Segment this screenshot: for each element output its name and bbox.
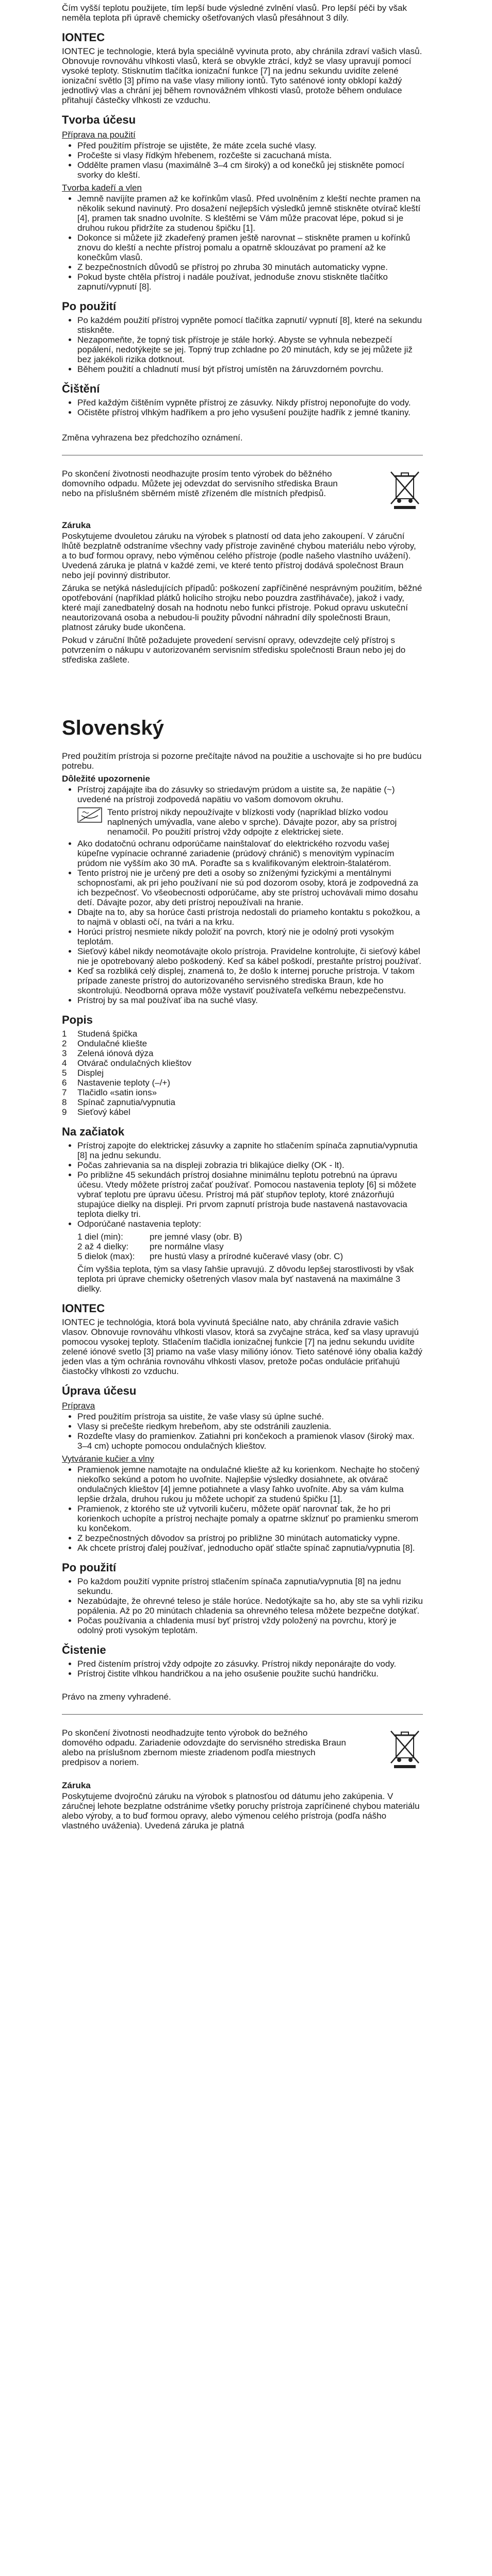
- cz-disposal-block: [62, 469, 423, 510]
- list-item: • Odporúčané nastavenia teploty:: [77, 1219, 423, 1229]
- list-item: • Oddělte pramen vlasu (maximálně 3–4 cm široký) a od konečků jej stiskněte pomocí svorky do kleští.: [77, 160, 423, 180]
- cz-kadere-list: [62, 194, 423, 292]
- sk-uprava-heading: Úprava účesu: [62, 1384, 137, 1397]
- list-item: • Počas zahrievania sa na displeji zobrazia tri blikajúce dielky (OK - lt).: [77, 1160, 423, 1170]
- sk-iontec-text: IONTEC je technológia, ktorá bola vyvinutá špeciálne nato, aby chránila zdravie vašich vlasov. Obnovuje rovnováhu vlhkosti vlasov, ktorá sa zvyčajne stráca, keď sa vlasy upravujú pomocou vysokej teploty. Stlačením tlačidla ionizačnej funkcie [7] na jednu sekundu uvidíte zelené iónové svetlo [3] priamo na vaše vlasy milióny iónov. Tieto saténové ióny obalia každý jeden vlas a tým ochránia rovnováhu vlhkosti vlasov, pretože počas ondulácie priťahujú čiastočky vlhkosti zo vzduchu.: [62, 1317, 422, 1376]
- list-item: • Prístroj čistite vlhkou handričkou a na jeho osušenie použite suchú handričku.: [77, 1669, 423, 1679]
- paragraph-temperature-note: Čím vyšší teplotu použijete, tím lepší bude výsledné zvlnění vlasů. Pro lepší péči by však neměla teplota při úpravě chemicky ošetřovaných vlasů přesáhnout 3 díly.: [62, 3, 407, 23]
- list-item: • Ak chcete prístroj ďalej používať, jednoducho opäť stlačte spínač zapnutia/vypnutia [8].: [77, 1543, 423, 1553]
- sk-po-list: [62, 1577, 423, 1635]
- list-item: • Dbajte na to, aby sa horúce časti prístroja nedostali do priameho kontaktu s pokožkou, a to najmä v oblasti očí, na tvári a na krku.: [77, 907, 423, 927]
- sk-disposal-text: Po skončení životnosti neodhadzujte tento výrobok do bežného domového odpadu. Zariadenie odovzdajte do servisného strediska Braun alebo na príslušnom zbernom mieste zriadenom podľa miestnych predpisov a noriem.: [62, 1728, 346, 1767]
- list-item: • Pokud byste chtěla přístroj i nadále používat, jednoduše znovu stiskněte tlačítko zapnutí/vypnutí [8].: [77, 272, 423, 292]
- sk-disposal-block: [62, 1728, 423, 1770]
- sk-teploty-note: Čím vyššia teplota, tým sa vlasy ľahšie upravujú. Z dôvodu lepšej starostlivosti by však teplota pri úprave chemicky ošetrených vlasov mala byť nastavená na maximálne 3 dielky.: [77, 1264, 414, 1294]
- list-item: 2 Ondulačné kliešte: [62, 1039, 147, 1048]
- sk-pravo-note: Právo na zmeny vyhradené.: [62, 1692, 171, 1702]
- cz-kadere-label: Tvorba kadeří a vlen: [62, 183, 142, 193]
- sk-dolezite-label: Dôležité upozornenie: [62, 774, 150, 784]
- cz-zmena-note: Změna vyhrazena bez předchozího oznámení.: [62, 433, 243, 443]
- cz-po-heading: Po použití: [62, 300, 117, 313]
- list-item: • Z bezpečnostných dôvodov sa prístroj po približne 30 minútach automaticky vypne.: [77, 1533, 423, 1543]
- sk-title: Slovenský: [62, 717, 164, 739]
- list-item: • Pramienok jemne namotajte na ondulačné kliešte až ku korienkom. Nechajte ho stočený niekoľko sekúnd a potom ho uvoľnite. Najlepšie výsledky dosiahnete, ak otvárač ondulačných klieštov [4] jemne potiahnete a vlasy ľahko uvoľníte. Aby sa vám kulma lepšie držala, druhou rukou ju môžete uchopiť za studenú špičku [1].: [77, 1465, 423, 1504]
- list-item: 9 Sieťový kábel: [62, 1107, 130, 1117]
- sk-popis-heading: Popis: [62, 1013, 93, 1026]
- list-item: • Po každom použití vypnite prístroj stlačením spínača zapnutia/vypnutia [8] na jednu sekundu.: [77, 1577, 423, 1596]
- table-row: 2 až 4 dielky: pre normálne vlasy: [77, 1242, 224, 1251]
- sk-priprava-list: [62, 1412, 423, 1451]
- list-item: • Po každém použití přístroj vypněte pomocí tlačítka zapnutí/ vypnutí [8], které na sekundu stiskněte.: [77, 315, 423, 335]
- sk-intro: Pred použitím prístroja si pozorne prečítajte návod na použitie a uschovajte si ho pre budúcu potrebu.: [62, 751, 422, 771]
- cz-cisteni-list: [62, 398, 423, 417]
- cz-zaruka-text-3: Pokud v záruční lhůtě požadujete provedení servisní opravy, odevzdejte celý přístroj s potvrzením o nákupu v autorizovaném servisním středisku společnosti Braun nebo jej do střediska zašlete.: [62, 635, 406, 665]
- list-item: • Nezabúdajte, že ohrevné teleso je stále horúce. Nedotýkajte sa ho, aby ste sa vyhli riziku popálenia. Až po 20 minútach chladenia sa ohrevného telesa môžete bezpečne dotýkať.: [77, 1596, 423, 1616]
- list-item: • Ako dodatočnú ochranu odporúčame nainštalovať do elektrického rozvodu vašej kúpeľne vypínacie ochranné zariadenie (prúdový chránič) s menovitým vypínacím prúdom nie vyšším ako 30 mA. Poraďte sa s kvalifikovaným elektroin-štalatérom.: [77, 839, 423, 868]
- list-item: • Prístroj zapojte do elektrickej zásuvky a zapnite ho stlačením spínača zapnutia/vypnutia [8] na jednu sekundu.: [77, 1141, 423, 1160]
- cz-zaruka-text: Poskytujeme dvouletou záruku na výrobek s platností od data jeho zakoupení. V záruční lhůtě bezplatně odstraníme všechny vady přístroje zaviněné chybou materiálu nebo výroby, a to buď formou opravy, nebo výměnou celého přístroje (podle našeho vlastního uvážení). Uvedená záruka je platná v každé zemi, ve které tento přístroj dodává společnost Braun nebo její povinný distributor.: [62, 531, 416, 580]
- cz-iontec-heading: IONTEC: [62, 31, 105, 44]
- sk-warning-text: Tento prístroj nikdy nepoužívajte v blízkosti vody (napríklad blízko vodou naplnených umývadla, vane alebo v sprche). Dávajte pozor, aby sa prístroj nenamočil. Po použití prístroj vždy odpojte z elektrickej siete.: [107, 807, 397, 837]
- list-item: 1 Studená špička: [62, 1029, 138, 1039]
- cz-cisteni-heading: Čištění: [62, 382, 100, 395]
- cz-iontec-text: IONTEC je technologie, která byla speciálně vyvinuta proto, aby chránila zdraví vašich vlasů. Obnovuje rovnováhu vlhkosti vlasů, která se obvykle ztrácí, když se vlasy upravují pomocí vysoké teploty. Stisknutím tlačítka ionizační funkce [7] na jednu sekundu uvidíte zelené ionizační světlo [3] přímo na vaše vlasy miliony iontů. Tyto saténové ionty obklopí každý jednotlivý vlas a chrání jej během rovnovážném vlhkosti vlasů, protože během ondulace přitahují částečky vlhkosti ze vzduchu.: [62, 46, 422, 105]
- list-item: • Pred použitím prístroja sa uistite, že vaše vlasy sú úplne suché.: [77, 1412, 423, 1421]
- list-item: • Prístroj zapájajte iba do zásuvky so striedavým prúdom a uistite sa, že napätie (~) uvedené na prístroji zodpovedá napätiu vo vašom domovom okruhu.: [77, 785, 423, 804]
- sk-dolezite-list: [62, 785, 423, 804]
- sk-teploty-table: [77, 1232, 423, 1261]
- list-item: • Během použití a chladnutí musí být přístroj umístěn na žáruvzdorném povrchu.: [77, 364, 423, 374]
- list-item: • Rozdeľte vlasy do pramienkov. Zatiahni pri končekoch a pramienok vlasov (široký max. 3–4 cm) uchopte pomocou ondulačných klieštov.: [77, 1431, 423, 1451]
- list-item: • Před každým čištěním vypněte přístroj ze zásuvky. Nikdy přístroj neponořujte do vody.: [77, 398, 423, 408]
- crossed-out-wheelie-bin-icon: [387, 1728, 423, 1769]
- sk-kadere-list: [62, 1465, 423, 1553]
- list-item: • Jemně navíjíte pramen až ke kořínkům vlasů. Před uvolněním z kleští nechte pramen na několik sekund navinutý. Pro dosažení nejlepších výsledků jemně stiskněte otvírač kleští [4], pramen tak snadno uvolníte. S kleštěmi se Vám může pracovat lépe, pokud si je druhou rukou přidržíte za studenou špičku [1].: [77, 194, 423, 233]
- sk-zaruka-heading: Záruka: [62, 1781, 91, 1790]
- list-item: • Sieťový kábel nikdy neomotávajte okolo prístroja. Pravidelne kontrolujte, či sieťový kábel nie je opotrebovaný alebo poškodený. Keď sa kábel poškodí, prestaňte prístroj používať.: [77, 946, 423, 966]
- list-item: • Tento prístroj nie je určený pre deti a osoby so zníženými fyzickými a mentálnymi schopnosťami, ak pri jeho používaní nie sú pod dozorom osoby, ktorá je zodpovedná za ich bezpečnosť. Vo všeobecnosti odporúčame, aby ste prístroj uchovávali mimo dosahu detí. Dávajte pozor, aby deti prístroj nepoužívali na hranie.: [77, 868, 423, 907]
- list-item: 8 Spínač zapnutia/vypnutia: [62, 1097, 175, 1107]
- sk-zaciatok-list: [62, 1141, 423, 1229]
- sk-po-heading: Po použití: [62, 1561, 117, 1574]
- sk-kadere-label: Vytváranie kučier a vlny: [62, 1454, 154, 1464]
- list-item: • Pred čistením prístroj vždy odpojte zo zásuvky. Prístroj nikdy neponárajte do vody.: [77, 1659, 423, 1669]
- sk-cistenie-list: [62, 1659, 423, 1679]
- sk-zaciatok-heading: Na začiatok: [62, 1125, 125, 1138]
- cz-zaruka-text-2: Záruka se netýká následujících případů: poškození zapříčiněné nesprávným použitím, běžné opotřebování (například plátků holicího strojku nebo pouzdra zastřihávače), jakož i vady, které mají zanedbatelný dosah na hodnotu nebo funkci přístroje. Pokud opravu uskuteční neautorizovaná osoba a nebudou-li použity původní náhradní díly společnosti Braun, platnost záruky bude ukončena.: [62, 583, 422, 632]
- sk-priprava-label: Príprava: [62, 1401, 95, 1411]
- table-row: 1 diel (min): pre jemné vlasy (obr. B): [77, 1232, 242, 1242]
- cz-priprava-list: [62, 141, 423, 180]
- sk-iontec-heading: IONTEC: [62, 1302, 105, 1315]
- list-item: 3 Zelená iónová dýza: [62, 1048, 154, 1058]
- divider: [62, 1714, 423, 1715]
- list-item: • Pramienok, z ktorého ste už vytvorili kučeru, môžete opäť narovnať tak, že ho pri korienkoch uchopíte a prístroj nechajte pomaly a opatrne skĺznuť po pramienku smerom ku končekom.: [77, 1504, 423, 1533]
- sk-zaruka-text: Poskytujeme dvojročnú záruku na výrobok s platnosťou od dátumu jeho zakúpenia. V záručnej lehote bezplatne odstránime všetky poruchy prístroja zapríčinené chybou materiálu alebo výroby, a to buď formou opravy, alebo výmenou celého prístroja (podľa nášho vlastného uváženia). Uvedená záruka je platná: [62, 1791, 420, 1831]
- sk-popis-list: [62, 1029, 423, 1117]
- cz-disposal-text: Po skončení životnosti neodhazujte prosím tento výrobek do běžného domovního odpadu. Můžete jej odevzdat do servisního střediska Braun nebo na příslušném sběrném místě zřízeném dle místních předpisů.: [62, 469, 338, 498]
- list-item: 5 Displej: [62, 1068, 104, 1078]
- list-item: • Dokonce si můžete již zkadeřený pramen ještě narovnat – stiskněte pramen u kořínků znovu do kleští a nechte přístroj pomalu a opatrně sklouzávat po pramení až ke konečkům vlasů.: [77, 233, 423, 262]
- list-item: • Prístroj by sa mal používať iba na suché vlasy.: [77, 995, 423, 1005]
- list-item: • Z bezpečnostních důvodů se přístroj po zhruba 30 minutách automaticky vypne.: [77, 262, 423, 272]
- cz-po-list: [62, 315, 423, 374]
- list-item: 4 Otvárač ondulačných klieštov: [62, 1058, 192, 1068]
- crossed-out-wheelie-bin-icon: [387, 469, 423, 510]
- cz-priprava-label: Příprava na použití: [62, 130, 136, 140]
- cz-zaruka-heading: Záruka: [62, 520, 91, 530]
- cz-tvorba-heading: Tvorba účesu: [62, 113, 136, 126]
- sk-dolezite-list-2: [62, 839, 423, 1005]
- list-item: • Vlasy si prečešte riedkym hrebeňom, aby ste odstránili zauzlenia.: [77, 1421, 423, 1431]
- list-item: • Před použitím přístroje se ujistěte, že máte zcela suché vlasy.: [77, 141, 423, 150]
- list-item: • Po približne 45 sekundách prístroj dosiahne minimálnu teplotu potrebnú na úpravu účesu. Vtedy môžete prístroj začať používať. Pomocou nastavenia teploty [6] si môžete vybrať teplotu pre úpravu účesu. Prístroj má päť stupňov teploty, ktoré znázorňujú stupajúce dielky na displeji. Pri prvom zapnutí prístroja bude nastavená nastavovacia teplota dielky tri.: [77, 1170, 423, 1219]
- list-item: 6 Nastavenie teploty (–/+): [62, 1078, 171, 1088]
- list-item: • Počas používania a chladenia musí byť prístroj vždy položený na povrchu, ktorý je odolný proti vysokým teplotám.: [77, 1616, 423, 1635]
- sk-cistenie-heading: Čistenie: [62, 1643, 106, 1656]
- document-page: [62, 0, 423, 2576]
- no-bath-water-warning-icon: [77, 807, 102, 823]
- table-row: 5 dielok (max): pre hustú vlasy a prírodné kučeravé vlasy (obr. C): [77, 1251, 343, 1261]
- list-item: 7 Tlačidlo «satin ions»: [62, 1088, 157, 1097]
- list-item: • Horúci prístroj nesmiete nikdy položiť na povrch, ktorý nie je odolný proti vysokým teplotám.: [77, 927, 423, 946]
- sk-warning-row: [77, 807, 423, 837]
- list-item: • Pročešte si vlasy řídkým hřebenem, rozčešte si zacuchaná místa.: [77, 150, 423, 160]
- list-item: • Očistěte přístroj vlhkým hadříkem a pro jeho vysušení použijte hadřík z jemné tkaniny.: [77, 408, 423, 417]
- list-item: • Keď sa rozbliká celý displej, znamená to, že došlo k internej poruche prístroja. V takom prípade zaneste prístroj do autorizovaného servisného strediska Braun, kde ho skontrolujú. Neodborná oprava môže vystaviť používateľa veľkému nebezpečenstvu.: [77, 966, 423, 995]
- list-item: • Nezapomeňte, že topný tisk přístroje je stále horký. Abyste se vyhnula nebezpečí popálení, nedotýkejte se jej. Topný trup zchladne po 20 minutách, kdy se jej můžete již bez jakékoli rizika dotknout.: [77, 335, 423, 364]
